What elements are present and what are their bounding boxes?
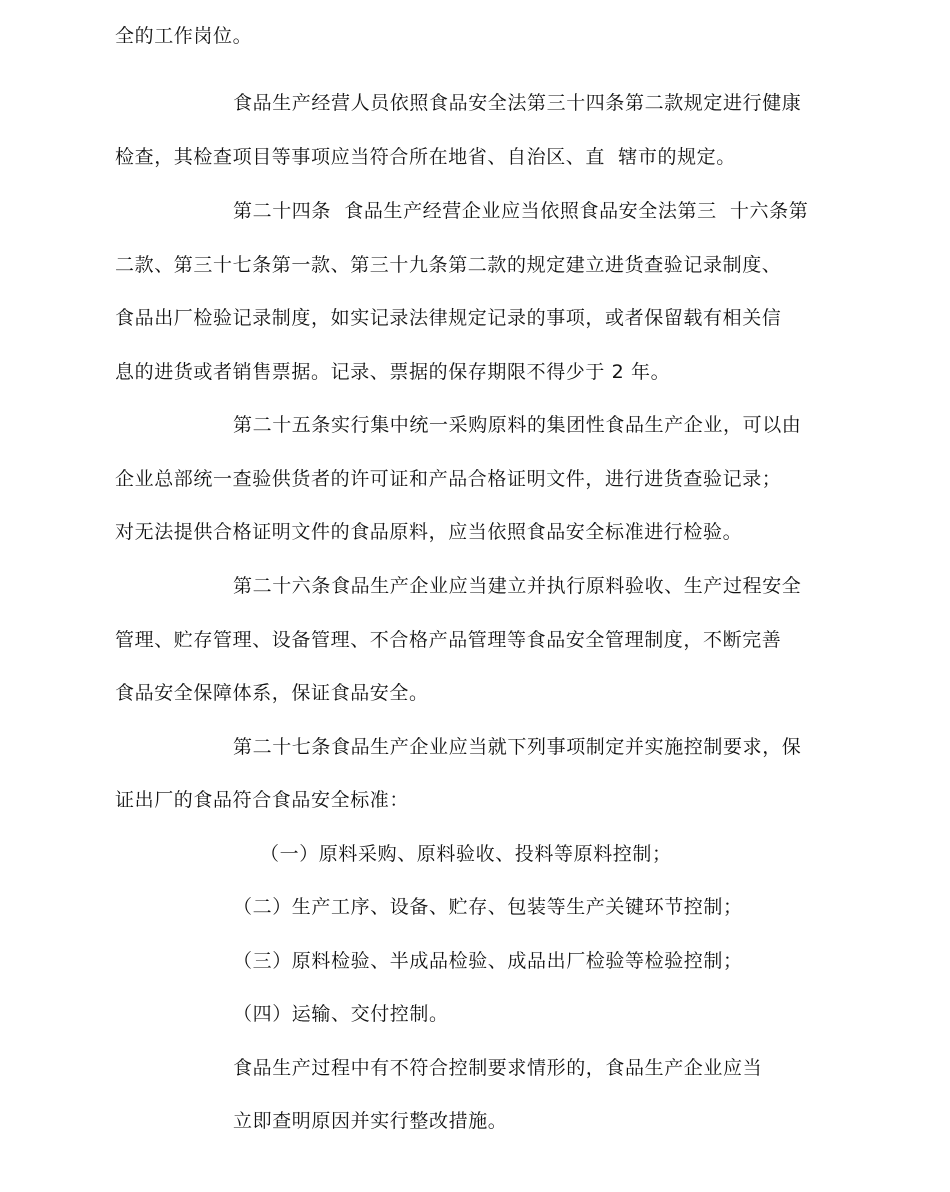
text-line: 第二十六条食品生产企业应当建立并执行原料验收、生产过程安全 [233,575,802,597]
text-line: 息的进货或者销售票据。记录、票据的保存期限不得少于 2 年。 [115,361,671,383]
text-line: 食品安全保障体系，保证食品安全。 [115,682,429,704]
text-line: 食品生产过程中有不符合控制要求情形的，食品生产企业应当 [233,1057,763,1079]
list-item: （一）原料采购、原料验收、投料等原料控制； [260,843,672,865]
text-line: 第二十七条食品生产企业应当就下列事项制定并实施控制要求，保 [233,736,802,758]
text-line: 第二十四条 食品生产经营企业应当依照食品安全法第三 十六条第 [233,200,809,222]
text-line: 食品出厂检验记录制度，如实记录法律规定记录的事项，或者保留载有相关信 [115,307,782,329]
list-item: （四）运输、交付控制。 [233,1003,449,1025]
text-line: 第二十五条实行集中统一采购原料的集团性食品生产企业，可以由 [233,414,802,436]
text-line: 企业总部统一查验供货者的许可证和产品合格证明文件，进行进货查验记录； [115,468,782,490]
text-line: 立即查明原因并实行整改措施。 [233,1110,508,1132]
text-line: 检查，其检查项目等事项应当符合所在地省、自治区、直 辖市的规定。 [115,146,736,168]
list-item: （三）原料检验、半成品检验、成品出厂检验等检验控制； [233,950,743,972]
text-line: 对无法提供合格证明文件的食品原料，应当依照食品安全标准进行检验。 [115,521,743,543]
list-item: （二）生产工序、设备、贮存、包装等生产关键环节控制； [233,896,743,918]
text-line: 食品生产经营人员依照食品安全法第三十四条第二款规定进行健康 [233,92,802,114]
text-line: 管理、贮存管理、设备管理、不合格产品管理等食品安全管理制度，不断完善 [115,629,782,651]
text-line: 证出厂的食品符合食品安全标准： [115,789,410,811]
text-line: 二款、第三十七条第一款、第三十九条第二款的规定建立进货查验记录制度、 [115,254,782,276]
text-line: 全的工作岗位。 [115,25,253,47]
